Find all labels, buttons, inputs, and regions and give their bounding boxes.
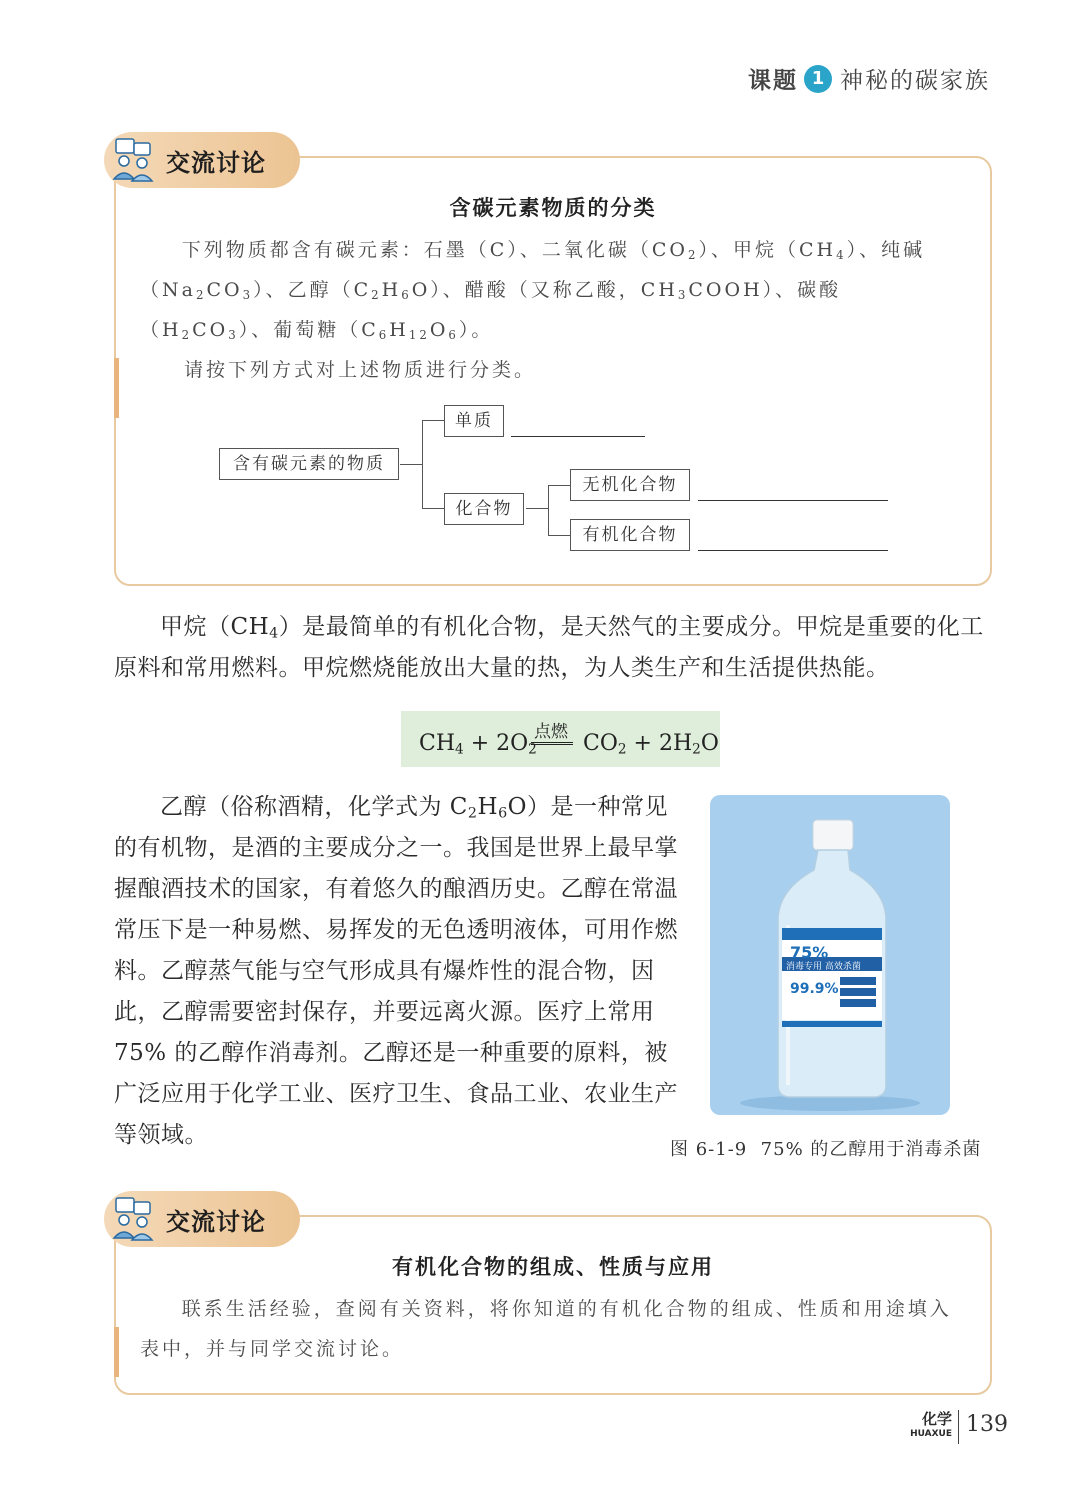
lesson-topic: 神秘的碳家族 <box>840 68 990 94</box>
answer-blank[interactable] <box>511 436 645 437</box>
discussion-badge-label: 交流讨论 <box>166 1207 266 1236</box>
equation-right: $CO_2 + 2H_2O$ <box>583 731 719 758</box>
footer-subject <box>900 1410 952 1440</box>
diagram-connector <box>422 420 444 421</box>
footer-subject-name: 化学 <box>921 1410 952 1428</box>
bottle-label-tagline: 消毒专用 高效杀菌 <box>786 962 861 972</box>
discussion-text: 联系生活经验，查阅有关资料，将你知道的有机化合物的组成、性质和用途填入表中，并与同学交流讨论。 <box>140 1298 952 1360</box>
diagram-connector <box>548 485 570 486</box>
lesson-number-badge: 1 <box>804 65 832 93</box>
page-number: 139 <box>966 1412 1008 1437</box>
diagram-connector <box>548 535 570 536</box>
discussion-badge-label: 交流讨论 <box>166 148 266 177</box>
equation-condition: 点燃 <box>534 722 568 742</box>
diagram-connector <box>548 485 549 535</box>
bottle-label-purity: 99.9% <box>790 981 839 997</box>
discussion-badge <box>104 1191 300 1247</box>
discussion-box-classification <box>114 156 992 586</box>
footer-divider <box>958 1410 959 1444</box>
discussion-people-icon <box>110 1196 156 1242</box>
diagram-inorganic: 无机化合物 <box>570 469 690 501</box>
answer-blank[interactable] <box>698 550 888 551</box>
equation-arrow <box>531 742 573 745</box>
methane-paragraph: 甲烷$(CH_4)$是最简单的有机化合物，是天然气的主要成分。甲烷是重要的化工原料和常用燃料。甲烷燃烧能放出大量的热，为人类生产和生活提供热能。 <box>114 614 984 681</box>
diagram-connector <box>526 508 548 509</box>
answer-blank[interactable] <box>698 500 888 501</box>
diagram-root: 含有碳元素的物质 <box>219 448 399 480</box>
discussion-title: 含碳元素物质的分类 <box>449 195 657 220</box>
diagram-connector <box>422 508 444 509</box>
chapter-header <box>748 62 990 95</box>
combustion-equation <box>401 711 720 767</box>
ethanol-paragraph: 乙醇（俗称酒精，化学式为 $C_2H_6O$）是一种常见的有机物，是酒的主要成分之一。我国是世界上最早掌握酿酒技术的国家，有着悠久的酿酒历史。乙醇在常温常压下是一种易燃、易挥发的无色透明液体，可用作燃料。乙醇蒸气能与空气形成具有爆炸性的混合物，因此，乙醇需要密封保存，并要远离火源。医疗上常用 75% 的乙醇作消毒剂。乙醇还是一种重要的原料，被广泛应用于化学工业、医疗卫生、食品工业、农业生产等领域。 <box>114 794 678 1148</box>
diagram-element: 单质 <box>444 405 504 437</box>
diagram-connector <box>400 464 422 465</box>
diagram-connector <box>422 420 423 508</box>
bottle-label-percent: 75% <box>790 943 829 962</box>
diagram-compound: 化合物 <box>444 493 524 525</box>
discussion-badge <box>104 132 300 188</box>
discussion-people-icon <box>110 137 156 183</box>
lesson-label: 课题 <box>748 68 798 94</box>
equation-left: $CH_4 + 2O_2$ <box>419 731 537 758</box>
ethanol-photo <box>710 795 950 1115</box>
footer-subject-pinyin: HUAXUE <box>910 1429 952 1439</box>
alcohol-bottle-illustration <box>710 795 950 1115</box>
discussion-intro: 下列物质都含有碳元素：石墨（C）、二氧化碳$(CO_2)$、甲烷$(CH_4)$、纯碱$(Na_2CO_3)$、乙醇$(C_2H_6O)$、醋酸（又称乙酸，$CH_3COOH$）、碳酸$(H_2CO_3)$、葡萄糖$(C_6H_{12}O_6)$。 <box>140 239 926 342</box>
diagram-organic: 有机化合物 <box>570 519 690 551</box>
figure-caption: 图 6-1-9 75% 的乙醇用于消毒杀菌 <box>670 1139 982 1160</box>
discussion-instruction: 请按下列方式对上述物质进行分类。 <box>184 359 537 381</box>
discussion-title: 有机化合物的组成、性质与应用 <box>392 1254 714 1279</box>
